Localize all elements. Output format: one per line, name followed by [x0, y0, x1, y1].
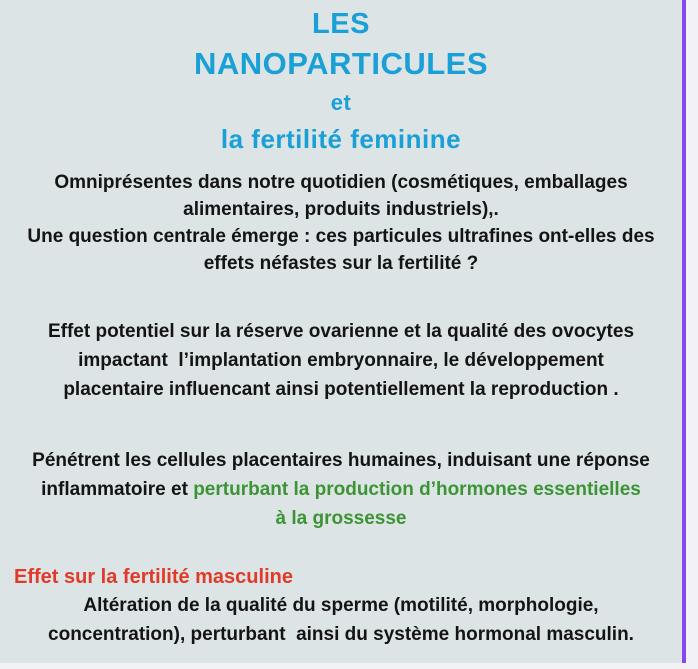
male-fertility-paragraph [0, 591, 682, 649]
title-line-nanoparticules: NANOPARTICULES [193, 46, 489, 81]
ovarian-line-2: impactant l’implantation embryonnaire, le développement [78, 350, 604, 371]
page-title [0, 0, 682, 159]
placental-effect-paragraph [0, 446, 682, 533]
intro-line-3: Une question centrale émerge : ces particules ultrafines ont-elles des [27, 226, 655, 247]
placental-line-2 [0, 475, 682, 504]
placental-line-3-green-highlight: à la grossesse [275, 508, 407, 529]
ovarian-line-1: Effet potentiel sur la réserve ovarienne et la qualité des ovocytes [47, 321, 635, 342]
intro-line-2: alimentaires, produits industriels),. [183, 199, 499, 220]
male-line-1: Altération de la qualité du sperme (motilité, morphologie, [83, 595, 599, 616]
male-line-2: concentration), perturbant ainsi du système hormonal masculin. [48, 624, 634, 645]
placental-line-2-black: inflammatoire et [41, 479, 194, 500]
placental-line-2-green-highlight: perturbant la production d’hormones essentielles [193, 479, 641, 500]
male-fertility-heading: Effet sur la fertilité masculine [14, 566, 293, 588]
intro-line-1: Omniprésentes dans notre quotidien (cosmétiques, emballages [54, 172, 628, 193]
ovarian-line-3: placentaire influencant ainsi potentiellement la reproduction . [63, 379, 619, 400]
placental-line-1: Pénétrent les cellules placentaires humaines, induisant une réponse [32, 450, 650, 471]
title-line-fertilite-feminine: la fertilité feminine [220, 124, 462, 154]
intro-paragraph [0, 169, 682, 277]
intro-line-4: effets néfastes sur la fertilité ? [203, 253, 479, 274]
title-line-et: et [330, 90, 352, 115]
ovarian-effect-paragraph [0, 317, 682, 404]
title-line-les: LES [312, 8, 370, 40]
